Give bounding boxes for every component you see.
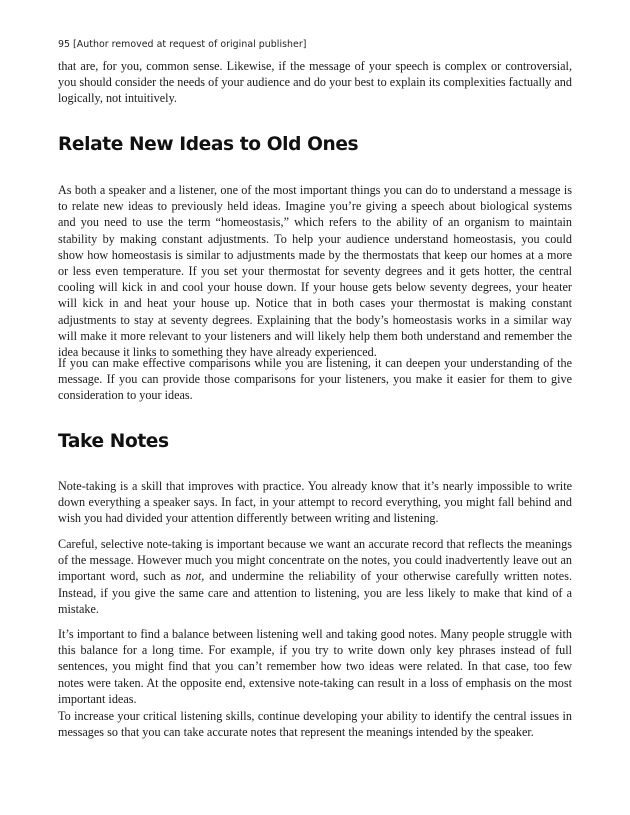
paragraph-notes-2-part-b: and undermine the reliability of your otherwise carefully written notes. Instead, if you give the same care and attention to listening, you are less likely to make that kind of a mistake. [58,569,572,616]
paragraph-notes-2-part-a: Careful, selective note-taking is important because we want an accurate record that reflects the meanings of the message. However much you might concentrate on the notes, you could inadvertently leave out an important word, such as [58,537,572,584]
paragraph-relate-2: If you can make effective comparisons while you are listening, it can deepen your understanding of the message. If you can provide those comparisons for your listeners, you make it easier for them to give consideration to your ideas. [58,356,572,403]
section-heading-relate: Relate New Ideas to Old Ones [58,134,359,155]
paragraph-notes-1: Note-taking is a skill that improves with practice. You already know that it’s nearly impossible to write down everything a speaker says. In fact, in your attempt to record everything, you might fall behind and wish you had divided your attention differently between writing and listening. [58,479,572,526]
paragraph-notes-2 [58,536,572,617]
paragraph-relate-1: As both a speaker and a listener, one of the most important things you can do to understand a message is to relate new ideas to previously held ideas. Imagine you’re giving a speech about biological systems and you need to use the term “homeostasis,” which refers to the ability of an organism to maintain stability by making constant adjustments. To help your audience understand homeostasis, you could show how homeostasis is similar to adjustments made by the thermostats that keep our homes at a more or less even temperature. If you set your thermostat for seventy degrees and it gets hotter, the central cooling will kick in and cool your house down. If your house gets below seventy degrees, your heater will kick in and heat your house up. Notice that in both cases your thermostat is making constant adjustments to stay at seventy degrees. Explaining that the body’s homeostasis works in a similar way will make it more relevant to your listeners and will likely help them both understand and remember the idea because it links to something they have already experienced. [58,183,572,360]
paragraph-notes-3: It’s important to find a balance between listening well and taking good notes. Many people struggle with this balance for a long time. For example, if you try to write down only key phrases instead of full sentences, you might find that you can’t remember how two ideas were related. In that case, too few notes were taken. At the opposite end, extensive note-taking can result in a loss of emphasis on the most important ideas. [58,627,572,706]
paragraph-notes-2-emphasis: not, [185,569,205,584]
section-heading-take-notes: Take Notes [58,431,169,452]
paragraph-continued: that are, for you, common sense. Likewise, if the message of your speech is complex or controversial, you should consider the needs of your audience and do your best to explain its complexities factually and logically, not intuitively. [58,59,572,106]
running-header: 95 [Author removed at request of original publisher] [58,39,307,50]
paragraph-notes-4: To increase your critical listening skills, continue developing your ability to identify the central issues in messages so that you can take accurate notes that represent the meanings intended by the speaker. [58,709,572,740]
